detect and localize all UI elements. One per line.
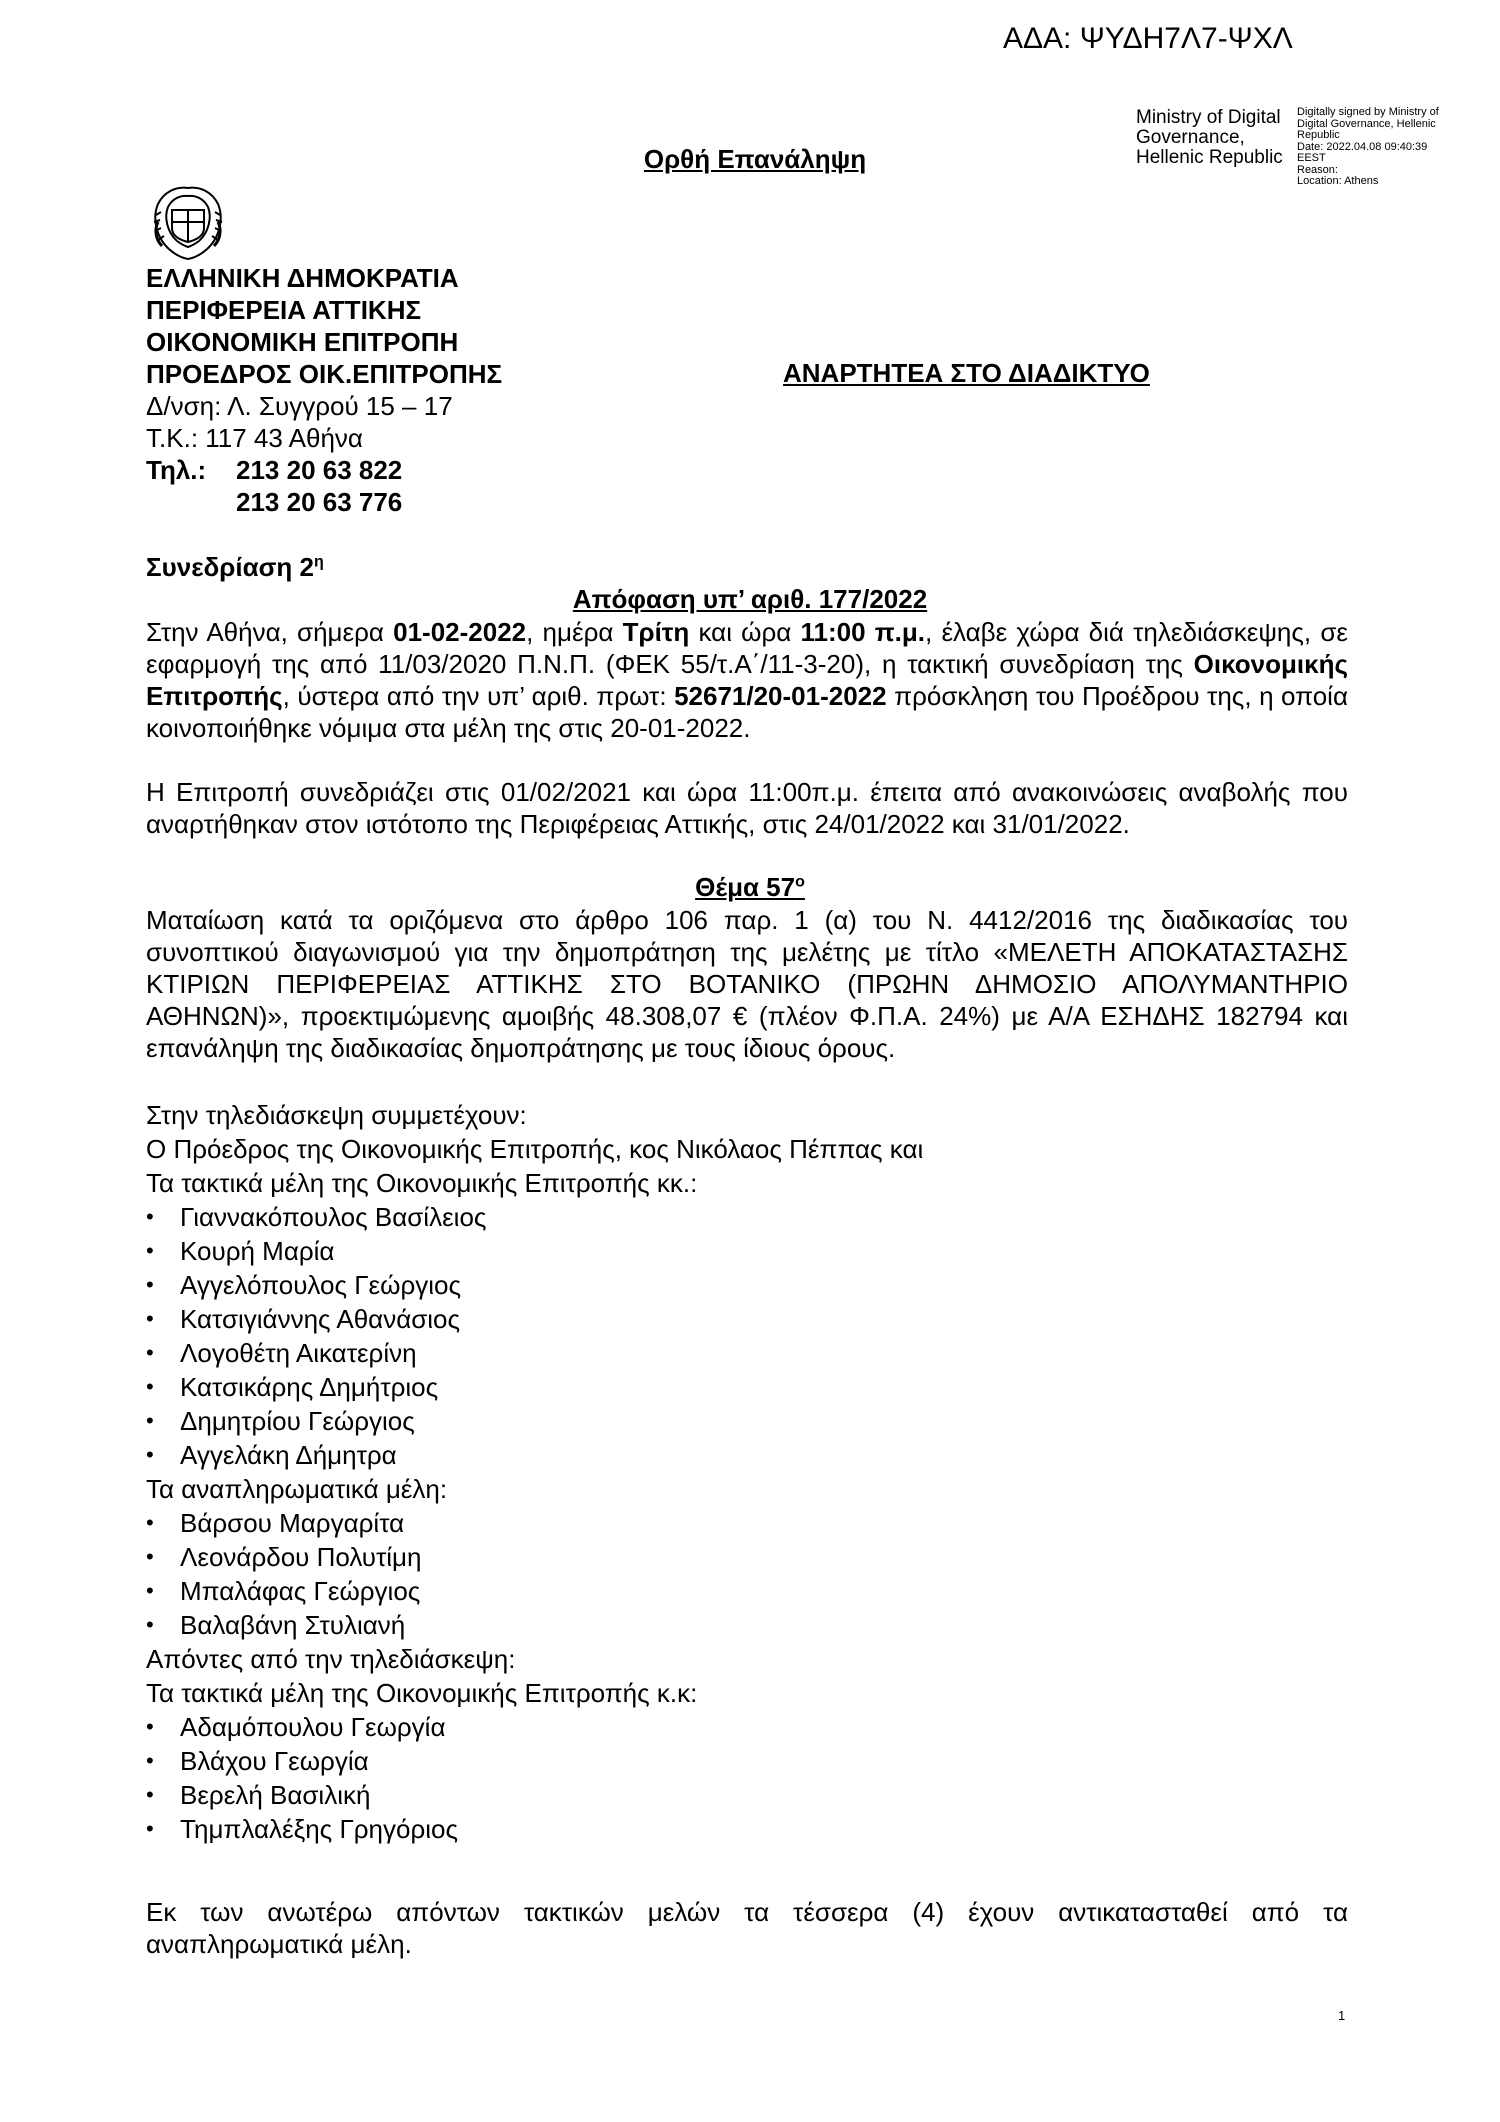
header-tel	[146, 454, 502, 486]
header-line: ΟΙΚΟΝΟΜΙΚΗ ΕΠΙΤΡΟΠΗ	[146, 327, 459, 357]
absent-regular-label: Τα τακτικά μέλη της Οικονομικής Επιτροπής κ.κ:	[146, 1678, 698, 1708]
list-item: • Γιαννακόπουλος Βασίλειος	[146, 1202, 487, 1232]
subject-title: Θέμα $57^o$	[695, 872, 805, 902]
list-item: • Κουρή Μαρία	[146, 1236, 335, 1266]
paragraph-2: Η Επιτροπή συνεδριάζει στις 01/02/2021 και ώρα 11:00π.μ. έπειτα από ανακοινώσεις αναβολής που αναρτήθηκαν στον ιστότοπο της Περιφέρειας Αττικής, στις 24/01/2022 και 31/01/2022.	[146, 777, 1348, 839]
paragraph-1: Στην Αθήνα, σήμερα 01-02-2022, ημέρα Τρίτη και ώρα 11:00 π.μ., έλαβε χώρα διά τηλεδιάσκεψης, σε εφαρμογή της από 11/03/2020 Π.Ν.Π. (ΦΕΚ 55/τ.Α΄/11-3-20), η τακτική συνεδρίαση της Οικονομικής Επιτροπής, ύστερα από την υπ’ αριθ. πρωτ: 52671/20-01-2022 πρόσκληση του Προέδρου της, η οποία κοινοποιήθηκε νόμιμα στα μέλη της στις 20-01-2022.	[146, 617, 1348, 743]
signature-name-line: Governance,	[1136, 127, 1245, 148]
header-postal: Τ.Κ.: 117 43 Αθήνα	[146, 423, 363, 453]
list-item: • Βάρσου Μαργαρίτα	[146, 1508, 405, 1538]
substitute-members-label: Τα αναπληρωματικά μέλη:	[146, 1474, 448, 1504]
regular-members-label: Τα τακτικά μέλη της Οικονομικής Επιτροπής κκ.:	[146, 1168, 698, 1198]
list-item: • Τημπλαλέξης Γρηγόριος	[146, 1814, 459, 1844]
tel-number: 213 20 63 822	[236, 455, 403, 485]
list-item: • Αδαμόπουλου Γεωργία	[146, 1712, 446, 1742]
list-item: • Κατσιγιάννης Αθανάσιος	[146, 1304, 461, 1334]
list-item: • Βαλαβάνη Στυλιανή	[146, 1610, 406, 1640]
header-tel	[146, 486, 502, 518]
signature-detail-line: Date: 2022.04.08 09:40:39	[1297, 140, 1428, 153]
list-item: • Βερελή Βασιλική	[146, 1780, 371, 1810]
tel-number: 213 20 63 776	[236, 487, 403, 517]
signature-detail-line: Digitally signed by Ministry of	[1297, 106, 1439, 118]
issuer-header	[146, 262, 502, 518]
session-title: Συνεδρίαση $2^\eta$	[146, 552, 324, 582]
decision-title: Απόφαση υπ’ αριθ. 177/2022	[572, 584, 928, 614]
list-item: • Αγγελάκη Δήμητρα	[146, 1440, 397, 1470]
list-item: • Δημητρίου Γεώργιος	[146, 1406, 415, 1436]
list-item: • Αγγελόπουλος Γεώργιος	[146, 1270, 461, 1300]
header-line: ΕΛΛΗΝΙΚΗ ΔΗΜΟΚΡΑΤΙΑ	[146, 263, 459, 293]
signature-detail-line: Location: Athens	[1297, 175, 1379, 187]
subject-text: Ματαίωση κατά τα οριζόμενα στο άρθρο 106 παρ. 1 (α) του Ν. 4412/2016 της διαδικασίας του συνοπτικού διαγωνισμού για την δημοπράτηση της μελέτης με τίτλο «ΜΕΛΕΤΗ ΑΠΟΚΑΤΑΣΤΑΣΗΣ ΚΤΙΡΙΩΝ ΠΕΡΙΦΕΡΕΙΑΣ ΑΤΤΙΚΗΣ ΣΤΟ ΒΟΤΑΝΙΚΟ (ΠΡΩΗΝ ΔΗΜΟΣΙΟ ΑΠΟΛΥΜΑΝΤΗΡΙΟ ΑΘΗΝΩΝ)», προεκτιμώμενης αμοιβής 48.308,07 € (πλέον Φ.Π.Α. 24%) με Α/Α ΕΣΗΔΗΣ 182794 και επανάληψη της διαδικασίας δημοπράτησης με τους ίδιους όρους.	[146, 905, 1348, 1063]
signature-name-line: Ministry of Digital	[1136, 107, 1281, 128]
absent-label: Απόντες από την τηλεδιάσκεψη:	[146, 1644, 516, 1674]
ada-code: ΑΔΑ: ΨΥΔΗ7Λ7-ΨΧΛ	[1003, 22, 1293, 55]
page-number: 1	[1338, 2008, 1346, 2023]
signature-detail-line: Republic	[1297, 129, 1340, 141]
attendance-intro: Στην τηλεδιάσκεψη συμμετέχουν:	[146, 1100, 527, 1130]
header-line: ΠΕΡΙΦΕΡΕΙΑ ΑΤΤΙΚΗΣ	[146, 295, 422, 325]
list-item: • Λεονάρδου Πολυτίμη	[146, 1542, 422, 1572]
signature-detail-line: EEST	[1297, 152, 1326, 164]
signature-detail-line: Digital Governance, Hellenic	[1297, 117, 1436, 130]
internet-notice: ΑΝΑΡΤΗΤΕΑ ΣΤΟ ΔΙΑΔΙΚΤΥΟ	[783, 358, 1150, 388]
signature-name-line: Hellenic Republic	[1136, 147, 1283, 168]
header-line: ΠΡΟΕΔΡΟΣ ΟΙΚ.ΕΠΙΤΡΟΠΗΣ	[146, 359, 503, 389]
attendance-block	[146, 1098, 1348, 1846]
attendance-president: Ο Πρόεδρος της Οικονομικής Επιτροπής, κος Νικόλαος Πέππας και	[146, 1134, 924, 1164]
list-item: • Λογοθέτη Αικατερίνη	[146, 1338, 417, 1368]
list-item: • Κατσικάρης Δημήτριος	[146, 1372, 439, 1402]
paragraph-4: Εκ των ανωτέρω απόντων τακτικών μελών τα τέσσερα (4) έχουν αντικατασταθεί από τα αναπληρωματικά μέλη.	[146, 1897, 1348, 1959]
signature-detail-line: Reason:	[1297, 163, 1338, 176]
tel-label: Τηλ.:	[146, 455, 207, 485]
list-item: • Βλάχου Γεωργία	[146, 1746, 369, 1776]
list-item: • Μπαλάφας Γεώργιος	[146, 1576, 421, 1606]
greek-emblem-icon	[146, 182, 230, 262]
header-address: Δ/νση: Λ. Συγγρού 15 – 17	[146, 391, 453, 421]
correction-title: Ορθή Επανάληψη	[643, 144, 867, 174]
